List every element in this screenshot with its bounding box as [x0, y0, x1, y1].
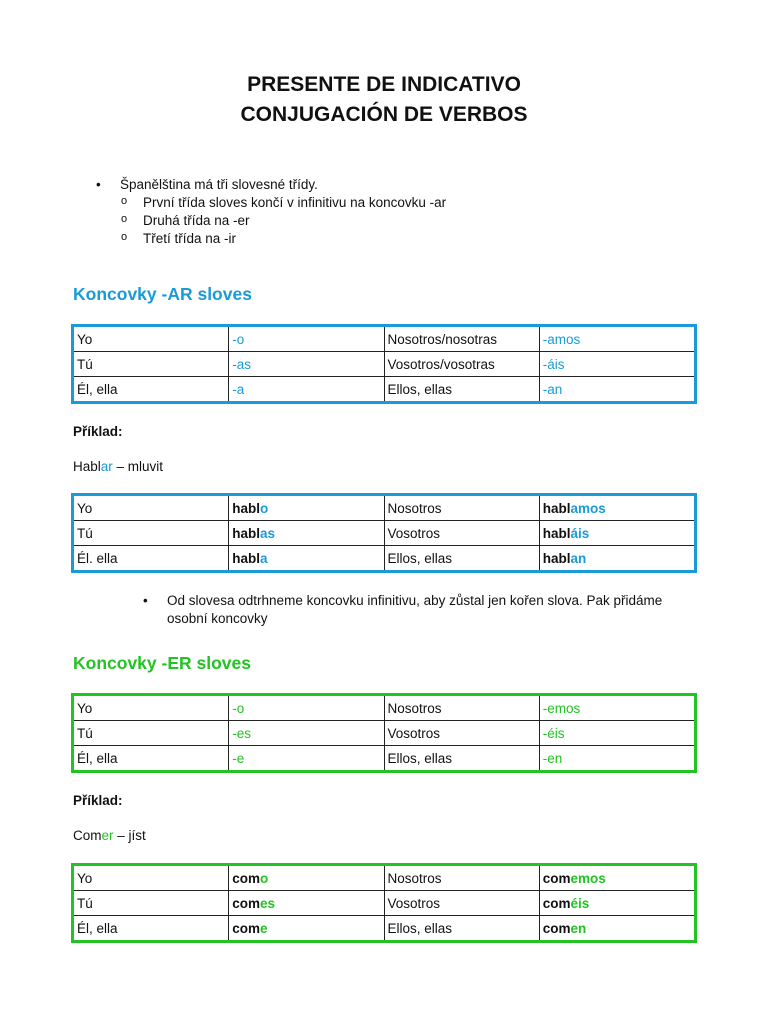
stem: habl: [542, 550, 571, 566]
ending-cell: -o: [229, 696, 384, 721]
table-row: [74, 496, 695, 521]
verb-ending: ar: [100, 459, 113, 474]
form-cell: [539, 496, 694, 521]
bullet-dot: •: [143, 593, 148, 608]
form-cell: [539, 546, 694, 571]
stem: habl: [232, 500, 261, 516]
stem: habl: [232, 550, 261, 566]
ending: emos: [570, 870, 606, 886]
table-row: [74, 521, 695, 546]
intro-sub-item: o Druhá třída na -er: [96, 212, 446, 230]
ending-cell: -en: [539, 746, 694, 771]
table-row: [74, 916, 695, 941]
table-row: [74, 377, 695, 402]
form-cell: [539, 866, 694, 891]
table-row: [74, 327, 695, 352]
stem: com: [232, 920, 261, 936]
pronoun-cell: Tú: [74, 721, 229, 746]
form-cell: [539, 891, 694, 916]
pronoun-cell: Nosotros: [384, 696, 539, 721]
page-title-line1: PRESENTE DE INDICATIVO: [247, 73, 521, 96]
intro-sub-item: o Třetí třída na -ir: [96, 230, 446, 248]
form-cell: [229, 891, 384, 916]
pronoun-cell: Vosotros: [384, 521, 539, 546]
ending: en: [570, 920, 587, 936]
pronoun-cell: Ellos, ellas: [384, 377, 539, 402]
table-row: [74, 696, 695, 721]
ending-cell: -amos: [539, 327, 694, 352]
ar-example-label: Příklad:: [73, 424, 123, 439]
ar-endings-table: [73, 326, 695, 402]
ending: o: [260, 500, 269, 516]
stem: habl: [232, 525, 261, 541]
form-cell: [229, 866, 384, 891]
stem: com: [542, 870, 571, 886]
ending: áis: [570, 525, 590, 541]
pronoun-cell: Ellos, ellas: [384, 546, 539, 571]
table-row: [74, 891, 695, 916]
pronoun-cell: Vosotros: [384, 891, 539, 916]
verb-translation: – jíst: [113, 828, 146, 843]
page-title-line2: CONJUGACIÓN DE VERBOS: [240, 103, 528, 126]
table-row: [74, 866, 695, 891]
ending: a: [260, 550, 268, 566]
pronoun-cell: Él, ella: [74, 377, 229, 402]
pronoun-cell: Yo: [74, 327, 229, 352]
verb-stem: Habl: [73, 459, 101, 474]
ending-cell: -e: [229, 746, 384, 771]
stem: com: [542, 920, 571, 936]
table-row: [74, 546, 695, 571]
ending: an: [570, 550, 587, 566]
ending: éis: [570, 895, 590, 911]
ar-heading: Koncovky -AR sloves: [73, 284, 252, 304]
stem: com: [232, 870, 261, 886]
ending: e: [260, 920, 268, 936]
pronoun-cell: Vosotros: [384, 721, 539, 746]
table-row: [74, 746, 695, 771]
verb-translation: – mluvit: [112, 459, 164, 474]
ending-cell: -emos: [539, 696, 694, 721]
pronoun-cell: Yo: [74, 866, 229, 891]
er-endings-table: [73, 695, 695, 771]
stem: habl: [542, 500, 571, 516]
ending-cell: -a: [229, 377, 384, 402]
pronoun-cell: Él, ella: [74, 916, 229, 941]
form-cell: [229, 916, 384, 941]
pronoun-cell: Vosotros/vosotras: [384, 352, 539, 377]
ending-cell: -éis: [539, 721, 694, 746]
table-row: [74, 721, 695, 746]
pronoun-cell: Yo: [74, 496, 229, 521]
ar-example-verb: [73, 459, 163, 474]
stem: com: [542, 895, 571, 911]
pronoun-cell: Tú: [74, 352, 229, 377]
pronoun-cell: Ellos, ellas: [384, 746, 539, 771]
pronoun-cell: Nosotros: [384, 866, 539, 891]
pronoun-cell: Tú: [74, 891, 229, 916]
pronoun-cell: Nosotros/nosotras: [384, 327, 539, 352]
er-heading: Koncovky -ER sloves: [73, 653, 251, 673]
pronoun-cell: Nosotros: [384, 496, 539, 521]
ending: es: [260, 895, 276, 911]
er-example-verb: [73, 828, 146, 843]
form-cell: [229, 521, 384, 546]
pronoun-cell: Ellos, ellas: [384, 916, 539, 941]
note-text: Od slovesa odtrhneme koncovku infinitivu, aby zůstal jen kořen slova. Pak přidáme osobní koncovky: [167, 593, 663, 626]
ar-example-table: [73, 495, 695, 571]
intro-main: • Španělština má tři slovesné třídy.: [96, 176, 446, 194]
intro-sub-item: o První třída sloves končí v infinitivu na koncovku -ar: [96, 194, 446, 212]
verb-ending: er: [101, 828, 114, 843]
stem: com: [232, 895, 261, 911]
ending: amos: [570, 500, 606, 516]
form-cell: [229, 496, 384, 521]
intro-list: [96, 176, 446, 248]
ending-cell: -as: [229, 352, 384, 377]
pronoun-cell: Yo: [74, 696, 229, 721]
verb-stem: Com: [73, 828, 102, 843]
er-example-table: [73, 865, 695, 941]
table-row: [74, 352, 695, 377]
form-cell: [539, 916, 694, 941]
ending: o: [260, 870, 269, 886]
er-example-label: Příklad:: [73, 793, 123, 808]
ending-cell: -an: [539, 377, 694, 402]
pronoun-cell: Él, ella: [74, 746, 229, 771]
form-cell: [229, 546, 384, 571]
stem: habl: [542, 525, 571, 541]
pronoun-cell: Tú: [74, 521, 229, 546]
form-cell: [539, 521, 694, 546]
ending-cell: -o: [229, 327, 384, 352]
ending: as: [260, 525, 276, 541]
ending-cell: -es: [229, 721, 384, 746]
ending-cell: -áis: [539, 352, 694, 377]
pronoun-cell: Él. ella: [74, 546, 229, 571]
note-bullet: [143, 592, 703, 628]
